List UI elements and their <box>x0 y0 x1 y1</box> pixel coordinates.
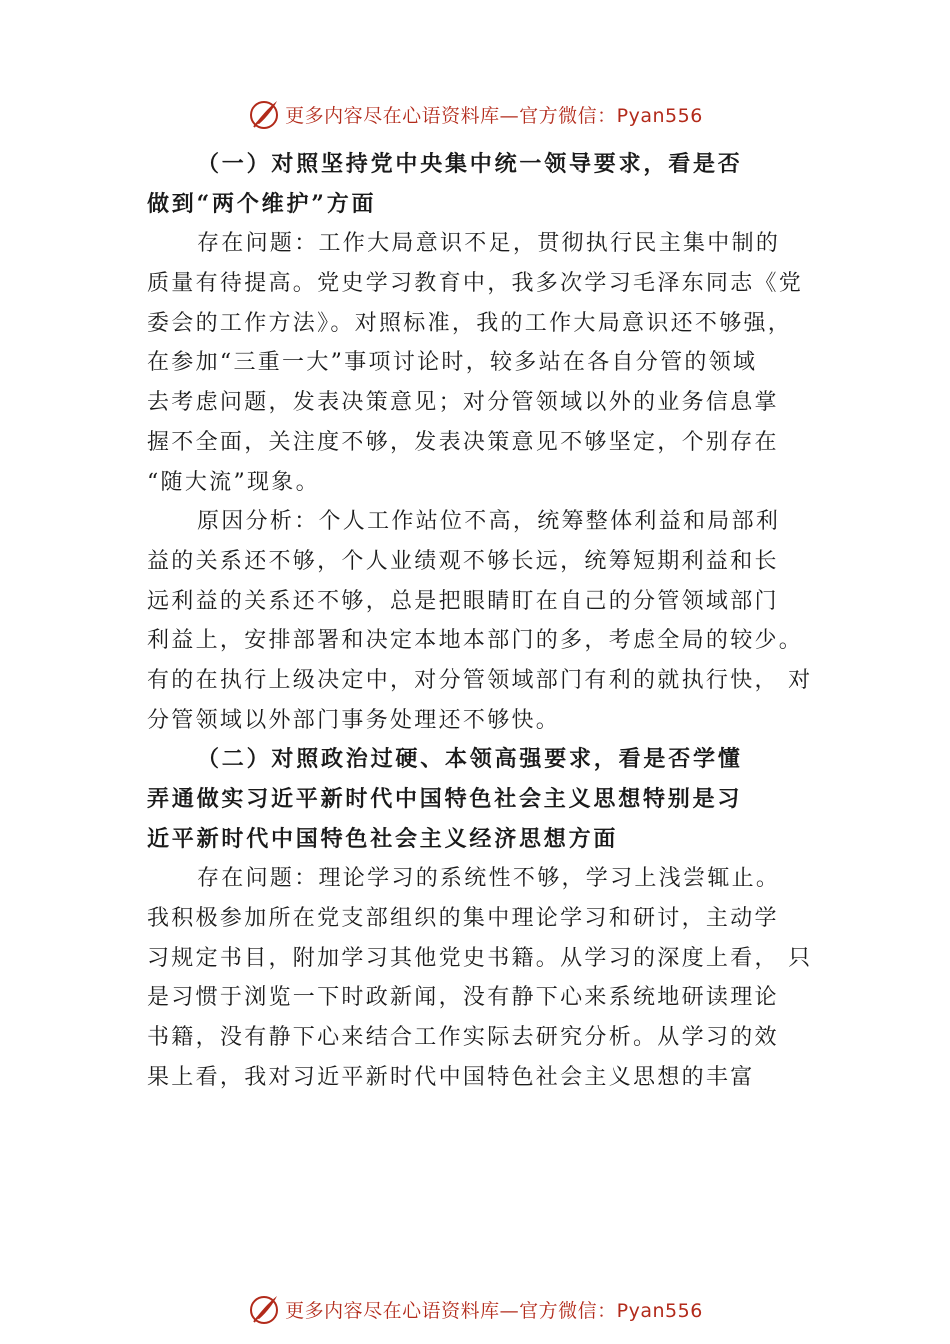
text-line: “随大流”现象。 <box>147 469 320 495</box>
text-line: 质量有待提高。党史学习教育中，我多次学习毛泽东同志《党 <box>147 271 804 297</box>
text-line: 书籍，没有静下心来结合工作实际去研究分析。从学习的效 <box>147 1025 779 1051</box>
text-line: 习规定书目，附加学习其他党史书籍。从学习的深度上看， 只 <box>147 945 813 971</box>
text-line: 去考虑问题，发表决策意见；对分管领域以外的业务信息掌 <box>147 390 779 416</box>
text-line: 原因分析：个人工作站位不高，统筹整体利益和局部利 <box>197 509 781 535</box>
text-line: 我积极参加所在党支部组织的集中理论学习和研讨，主动学 <box>147 906 779 932</box>
heading-line: （二）对照政治过硬、本领高强要求，看是否学懂 <box>197 746 743 773</box>
text-line: 握不全面，关注度不够，发表决策意见不够坚定，个别存在 <box>147 429 779 455</box>
quill-logo-icon <box>247 1292 281 1326</box>
heading-line: 弄通做实习近平新时代中国特色社会主义思想特别是习 <box>147 786 743 812</box>
text-line: 利益上，安排部署和决定本地本部门的多，考虑全局的较少。 <box>147 628 804 654</box>
text-line: 有的在执行上级决定中，对分管领域部门有利的就执行快， 对 <box>147 667 813 693</box>
text-line: 是习惯于浏览一下时政新闻，没有静下心来系统地研读理论 <box>147 985 779 1011</box>
document-body <box>147 145 819 1098</box>
wechat-id: Pyan556 <box>616 1299 703 1322</box>
watermark-footer <box>0 1291 950 1327</box>
text-line: 在参加“三重一大”事项讨论时，较多站在各自分管的领域 <box>147 350 758 376</box>
text-line: 存在问题：工作大局意识不足，贯彻执行民主集中制的 <box>197 231 781 257</box>
text-line: 远利益的关系还不够，总是把眼睛盯在自己的分管领域部门 <box>147 588 779 614</box>
text-line: 益的关系还不够，个人业绩观不够长远，统筹短期利益和长 <box>147 548 779 574</box>
text-line: 果上看，我对习近平新时代中国特色社会主义思想的丰富 <box>147 1064 755 1090</box>
heading-line: 做到“两个维护”方面 <box>147 190 377 217</box>
heading-line: 近平新时代中国特色社会主义经济思想方面 <box>147 825 619 852</box>
text-line: 分管领域以外部门事务处理还不够快。 <box>147 707 561 733</box>
text-line: 存在问题：理论学习的系统性不够，学习上浅尝辄止。 <box>197 866 781 892</box>
quill-logo-icon <box>247 97 281 131</box>
watermark-text: 更多内容尽在心语资料库—官方微信：Pyan556 <box>285 1299 703 1322</box>
wechat-id: Pyan556 <box>616 104 703 127</box>
watermark-header <box>0 96 950 132</box>
heading-line: （一）对照坚持党中央集中统一领导要求，看是否 <box>197 151 743 177</box>
watermark-text: 更多内容尽在心语资料库—官方微信：Pyan556 <box>285 104 703 127</box>
text-line: 委会的工作方法》。对照标准，我的工作大局意识还不够强， <box>147 310 793 336</box>
